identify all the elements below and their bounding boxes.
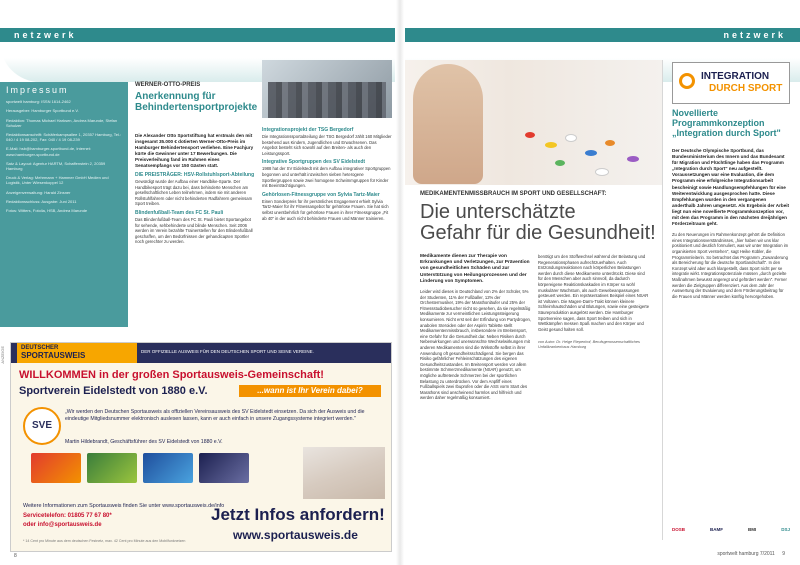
award-paragraph: Die Integrationssportabteilung der TSG Bergedorf zählt 160 Mitglieder bestehend aus Kindern, Jugendlichen und Erwachsenen. Das Angebot besteht sich sowohl auf den Breiten- als auch den Leistungssport.: [262, 134, 392, 156]
pills-hand-photo: [405, 60, 663, 185]
award-paragraph: Das Blindenfußball-Team des FC St. Pauli bietet Sportangebot für sehende, sehbehinderte und blinde Menschen. Seit 2006 werden im Verein bezahlte Trainerstellen für den Blindenfußball geschaffen, um den Bedürfnissen der gehandicapten Sportler noch gerechter zu werden.: [135, 216, 253, 245]
award-lead: Die Alexander Otto Sportstiftung hat erstmals den mit insgesamt 35.000 € dotierten Werner-Otto-Preis im Hamburger Behindertensport verliehen. Eine Fachjury kürte die Gewinner unter 17 Bewerbungen. Die Preisverleihung fand im Rahmen eines Senatsempfangs vor 150 Gästen statt.: [135, 133, 254, 168]
award-paragraph: 1988 hat der SV Eidelstedt mit dem Aufbau integrativer Sportgruppen begonnen und unterhält inzwischen sieben heterogene Sportlergruppen sowie zwei homogene Schwimmgruppen für Kinder mit Beeinträchtigungen.: [262, 166, 391, 189]
pill: [555, 160, 565, 166]
member-card: [87, 453, 137, 483]
pill: [627, 156, 639, 162]
ad-cta-url[interactable]: www.sportausweis.de: [233, 528, 358, 542]
impressum-line: Fotos: Witters, Fotolia, HSB, Andrea Marunde: [6, 208, 88, 214]
integration-logo: [672, 62, 790, 104]
ad-cta: Jetzt Infos anfordern!: [211, 505, 385, 524]
sportausweis-logo: [17, 343, 137, 363]
ad-headline: WILLKOMMEN in der großen Sportausweis-Gemeinschaft!: [19, 369, 324, 381]
award-paragraph: Gewürdigt wurde der Aufbau einer Handbike-Sparte. Der Handbikesport trägt dazu bei, dass behinderte Menschen am gesellschaftlichen Leben teilnehmen, indem sie mit anderen Rollstuhlfahrern oder nicht behinderten Radfahrern gemeinsam Sport treiben.: [135, 179, 253, 207]
award-sub-heading: DIE PREISTRÄGER: HSV-Rollstuhlsport-Abteilung: [135, 172, 255, 178]
award-ceremony-photo: [262, 60, 392, 118]
ad-quote-author: Martin Hildebrandt, Geschäftsführer des SV Eidelstedt von 1880 e.V.: [65, 439, 223, 445]
publication-name: sportwelt hamburg 7/2011: [717, 551, 775, 557]
award-sub-heading: Integrative Sportgruppen des SV Eidelstedt: [262, 159, 366, 166]
member-card: [143, 453, 193, 483]
pill: [595, 168, 609, 176]
ad-tagline: DER OFFIZIELLE AUSWEIS FÜR DEN DEUTSCHEN SPORT UND SEINE VEREINE.: [141, 349, 314, 354]
left-page-number: 8: [14, 553, 17, 559]
sidebar-title: Novellierte Programmkonzeption „Integration durch Sport": [672, 108, 781, 138]
sportausweis-ad: [10, 342, 392, 552]
section-label: netzwerk: [14, 30, 77, 40]
athlete-photo: [303, 447, 385, 499]
pill: [545, 142, 557, 148]
impressum-line: sportwelt hamburg: ISSN 1614-2462: [6, 99, 71, 105]
sponsor-logos: [672, 520, 790, 538]
sidebar-body: Zu den Neuerungen im Rahmenkonzept gehört die Definition eines Integrationsverständnisses, „hier haben wir uns klar positioniert und deutlich formuliert, was wir unter Integration im organisierten Sport verstehen", sagt Heike Kübler, die Programmleiterin. So betrachtet das Programm „Zuwanderung als Bereicherung für die deutsche Sportlandschaft". In den Konzept wird aber auch klargestellt, dass Sport nicht per se integrativ wirkt. Integrationspotenziale müssen „durch gezielte Maßnahmen bewusst angeregt und gefördert werden". Ferner werden die Zielgruppen differenziert. Aus dem Jahr der Auswertung der Evaluierung und dem Förderungsbeitrag für die Frauen und Männer werden künftig hervorgehoben.: [672, 232, 789, 299]
article-column-1: [420, 254, 532, 401]
ad-info-line: Weitere Informationen zum Sportausweis finden Sie unter www.sportausweis.de/info: [23, 503, 225, 509]
article-body: Leider wird dieses in Deutschland von 2% der Schüler, 5% der Studenten, 11% der Fußballer, 12% der Orchestermusiker, 19% der Marathonläufer und 25% der Fitnessstudiobesucher nicht so gesehen, da sie regelmäßig Medikamente zur vermeintlichen Leistungssteigerung konsumieren. Nicht erst seit der Erfindung von Partydrogen, anabolen Steroiden oder der Aspirin Tablette stellt Medikamentenmissbrauch, insbesondere im Breitensport, eine Gefahr für die Gesundheit dar. Neben Risiken durch Nebenwirkungen und unerwünschte Wechselwirkungen mit anderen Medikamenten sind die Wirkstoffe selbst in ihrer Anwendung oft gesundheitsschädigend. Sie bergen das Risiko gefährlicher Fehleinschätzungen des eigenen Gesundheitszustandes. Im Breitensport werden vor allem bestimmte Schmerzmedikamente (NSAR) genutzt, um mögliche auftretende Schmerzen bei der sportlichen Belastung zu unterdrücken. Vor dem Anpfiff eines Fußballspiels zwei Ibuprofen oder die ASS vorm Start des Marathons sind anscheinend harmlos und hilfreich und werden daher regelmäßig konsumiert.: [420, 289, 532, 401]
sponsor-logo: BAMF: [710, 526, 723, 532]
article-title-line1: Die unterschätzte: [420, 201, 576, 223]
page-fold: [396, 0, 404, 565]
impressum-line: Herausgeber: Hamburger Sportbund e.V.: [6, 108, 79, 114]
ad-top-bar: [11, 343, 391, 363]
article-kicker: MEDIKAMENTENMISSBRAUCH IM SPORT UND GESELLSCHAFT:: [420, 191, 607, 197]
impressum-line: Druck & Verlag: Mehrmann + Hammer GmbH Medien und Logistik, Unter Wiesenkoppel 12: [6, 175, 109, 186]
award-kicker: WERNER-OTTO-PREIS: [135, 82, 201, 88]
ad-ribbon: ...wann ist Ihr Verein dabei?: [239, 385, 381, 397]
right-page-number: 9: [782, 551, 785, 557]
logo-line2: DURCH SPORT: [709, 83, 783, 94]
ad-footnote: * 14 Cent pro Minute aus dem deutschen Festnetz, max. 42 Cent pro Minute aus den Mobilfunknetzen: [23, 539, 186, 543]
article-body: benötigt um den Stoffwechsel während der Belastung und Regenerationsphasen aufrechtzuerhalten. Auch Entzündungsreaktionen nach körperlichen Belastungen werden durch diese Medikamente unterdrückt. Diese sind für den Menschen aber auch sinnvoll, da dadurch körpereigene Reaktionskaskaden im Körper so wohl muskulärer Wachstum, als auch Gewebeanpassungen gesteuert werden. Ein repräsentatives Beispiel eines NSAR ist Voltaren. Die Magen-Darm-Trakt können kleinere Schleimhautschäden und Blutungen, sowie eine gesteigerte Säureproduktion ausgelöst werden. Die Hamburger Sportvereine sagen, dass Sport treiben und sich in Wettkämpfen messen Spaß machen und den Körper und Geist gesund halten soll.: [538, 254, 650, 332]
award-title: Anerkennung für Behindertensportprojekte: [135, 91, 258, 113]
article-title-line2: Gefahr für die Gesundheit!: [420, 222, 656, 244]
award-sub-heading: Gehörlosen-Fitnessgruppe von Sylvia Tartz-Maier: [262, 191, 380, 198]
award-sub-heading: Integrationsprojekt der TSG Bergedorf: [262, 127, 354, 133]
club-logo: [23, 407, 61, 445]
section-label: netzwerk: [723, 30, 786, 40]
club-logo-text: SVE: [31, 420, 52, 431]
impressum-line: E-Mail: hsb@hamburger-sportbund.de, Internet: www.hamburger-sportbund.de: [6, 146, 91, 157]
impressum-box: [0, 82, 128, 327]
impressum-line: Satz & Layout: Agentur HARTM, Schaffenstein 2, 20359 Hamburg: [6, 160, 106, 172]
person-silhouette: [413, 64, 483, 184]
ad-service-mail: oder info@sportausweis.de: [23, 522, 102, 528]
award-article: [135, 82, 258, 245]
sidebar-lead: Der Deutsche Olympische Sportbund, das Bundesministerium des Innern und das Bundesamt für Migration und Flüchtlinge haben das Programm „Integration durch Sport" neu aufgestellt. Voraussetzungen war eine Evaluation, die dem Programm eine erfolgreiche Integrationsarbeit bescheinigt sowie Handlungsempfehlungen für eine Weiterentwicklung ausgesprochen hatte. Diese Empfehlungen wurden in den vergangenen anderthalb Jahren umgesetzt. Als Ergebnis der Arbeit liegt nun eine novellierte Programmkonzeption vor, mit dem das Programm in den nächsten dreijährigen Förderzeitraum geht.: [672, 148, 790, 227]
award-column-2: [262, 124, 392, 221]
article-column-2: [538, 254, 650, 350]
sidebar-article: [672, 108, 790, 299]
impressum-line: Redaktionsanschrift: Schäferkampsallee 1, 20357 Hamburg, Tel.: 040 / 4 19 08-202, Fax: 040 / 4 19 08-239: [6, 132, 122, 143]
left-page-header: [0, 28, 395, 42]
right-footer: [405, 551, 785, 557]
sponsor-logo: BMI: [747, 526, 757, 532]
pill: [585, 150, 597, 156]
logo-mark: [679, 73, 695, 89]
ad-quote: „Wir werden den Deutschen Sportausweis als offiziellen Vereinsausweis des SV Eidelstedt einsetzen. Da sich der Ausweis und die eindeutige Mitgliedsnummer elektronisch auslesen lassen, kann er auch einfach in unsere Zugangssysteme integriert werden.": [65, 409, 365, 422]
ad-service-phone: Servicetelefon: 01805 77 67 80*: [23, 513, 112, 519]
sponsor-logo: DSJ: [781, 526, 790, 532]
pill: [605, 140, 615, 146]
impressum-line: Anzeigenverwaltung: Harald Zinsner: [6, 189, 71, 195]
logo-line: DEUTSCHER: [21, 345, 59, 351]
ad-side-label: ANZEIGE: [0, 346, 5, 364]
impressum-line: Redaktionsschluss: Ausgabe: Juni 2011: [6, 198, 77, 204]
impressum-line: Redaktion: Thomas Michael Harksen, Andrea Marunde, Stefan Schulzer: [6, 117, 118, 128]
member-card: [199, 453, 249, 483]
pill: [525, 132, 535, 138]
ad-subhead: Sportverein Eidelstedt von 1880 e.V.: [19, 385, 208, 397]
right-page-header: [405, 28, 800, 42]
pill: [565, 134, 577, 142]
impressum-title: Impressum: [6, 85, 69, 95]
award-paragraph: Einen Sonderpreis für ihr persönliches Engagement erhielt Sylvia Tartz-Maier für ihr Fitnessangebot für gehörlose Frauen. Sie hat sich selbst unentbehrlich für gehörlose Frauen in ihrer Fitnessgruppe „Fit ab 40" in der auch nicht behinderte Frauen und Männer trainieren.: [262, 198, 389, 221]
article-author: von Autor: Dr. Helge Riepenhof, Berufsgenossenschaftliches Unfallkrankenhaus Hamburg: [538, 340, 640, 350]
sidebar-separator: [662, 60, 663, 540]
ad-body: [11, 363, 391, 551]
award-sub-heading: Blindenfußball-Team des FC St. Pauli: [135, 209, 224, 216]
sponsor-logo: DOSB: [672, 526, 686, 532]
member-card: [31, 453, 81, 483]
logo-line: SPORTAUSWEIS: [21, 351, 86, 360]
logo-line1: INTEGRATION: [701, 71, 770, 82]
article-lead: Medikamente dienen zur Therapie von Erkrankungen und Verletzungen, zur Prävention von gesundheitlichen Schäden und zur Unterstützung von Heilungsprozessen und der Linderung von Symptomen.: [420, 254, 530, 284]
